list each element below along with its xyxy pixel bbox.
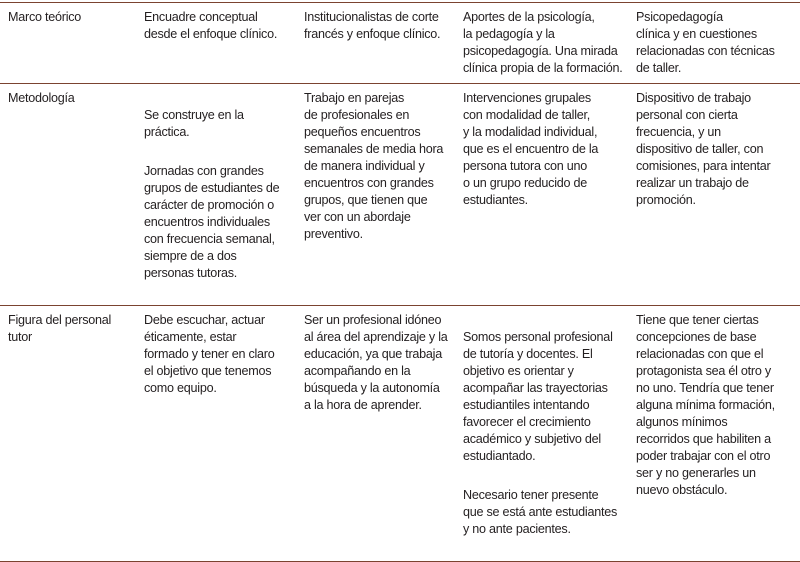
- table-cell: [144, 9, 304, 77]
- table-cell: [304, 9, 463, 77]
- table-cell: [636, 90, 800, 299]
- cell-paragraph: Se construye en la práctica.: [144, 108, 244, 139]
- table-row-metodologia: [0, 83, 800, 305]
- row-label: Marco teórico: [8, 10, 82, 24]
- row-label: Metodología: [8, 91, 75, 105]
- cell-paragraph: Trabajo en parejas de profesionales en pequeños encuentros semanales de media hora de manera individual y encuentros con grandes grupos, que tienen que ver con un abordaje preventivo.: [304, 91, 444, 241]
- table-cell: [636, 312, 800, 555]
- table-cell: [144, 312, 304, 555]
- cell-paragraph: Aportes de la psicología, la pedagogía y la psicopedagogía. Una mirada clínica propia de la formación.: [463, 10, 623, 75]
- cell-paragraph: Tiene que tener ciertas concepciones de base relacionadas con que el protagonista sea él otro y no uno. Tendría que tener alguna mínima formación, algunos mínimos recorridos que habiliten a poder trabajar con el otro ser y no generarles un nuevo obstáculo.: [636, 313, 775, 497]
- table-cell: [463, 9, 636, 77]
- table-cell: [304, 90, 463, 299]
- row-label: Figura del personal tutor: [8, 313, 112, 344]
- table-cell: [636, 9, 800, 77]
- table-row-marco-teorico: [0, 2, 800, 83]
- table-row-figura-tutor: [0, 305, 800, 562]
- cell-paragraph: Psicopedagogía clínica y en cuestiones relacionadas con técnicas de taller.: [636, 10, 775, 75]
- table-cell: [304, 312, 463, 555]
- cell-paragraph: Debe escuchar, actuar éticamente, estar formado y tener en claro el objetivo que tenemos como equipo.: [144, 313, 275, 395]
- cell-paragraph: Jornadas con grandes grupos de estudiantes de carácter de promoción o encuentros individuales con frecuencia semanal, siempre de a dos personas tutoras.: [144, 164, 280, 280]
- cell-paragraph: Intervenciones grupales con modalidad de taller, y la modalidad individual, que es el encuentro de la persona tutora con uno o un grupo reducido de estudiantes.: [463, 91, 599, 207]
- table-cell: [463, 312, 636, 555]
- cell-paragraph: Ser un profesional idóneo al área del aprendizaje y la educación, ya que trabaja acompañando en la búsqueda y la autonomía a la hora de aprender.: [304, 313, 448, 412]
- cell-paragraph: Somos personal profesional de tutoría y docentes. El objetivo es orientar y acompañar las trayectorias estudiantiles intentando favorecer el crecimiento académico y subjetivo del estudiantado.: [463, 330, 613, 463]
- table-cell: [144, 90, 304, 299]
- cell-paragraph: Institucionalistas de corte francés y enfoque clínico.: [304, 10, 441, 41]
- cell-paragraph: Encuadre conceptual desde el enfoque clínico.: [144, 10, 278, 41]
- cell-paragraph: Necesario tener presente que se está ante estudiantes y no ante pacientes.: [463, 488, 618, 536]
- table-cell: [463, 90, 636, 299]
- cell-paragraph: Dispositivo de trabajo personal con cierta frecuencia, y un dispositivo de taller, con comisiones, para intentar realizar un trabajo de promoción.: [636, 91, 771, 207]
